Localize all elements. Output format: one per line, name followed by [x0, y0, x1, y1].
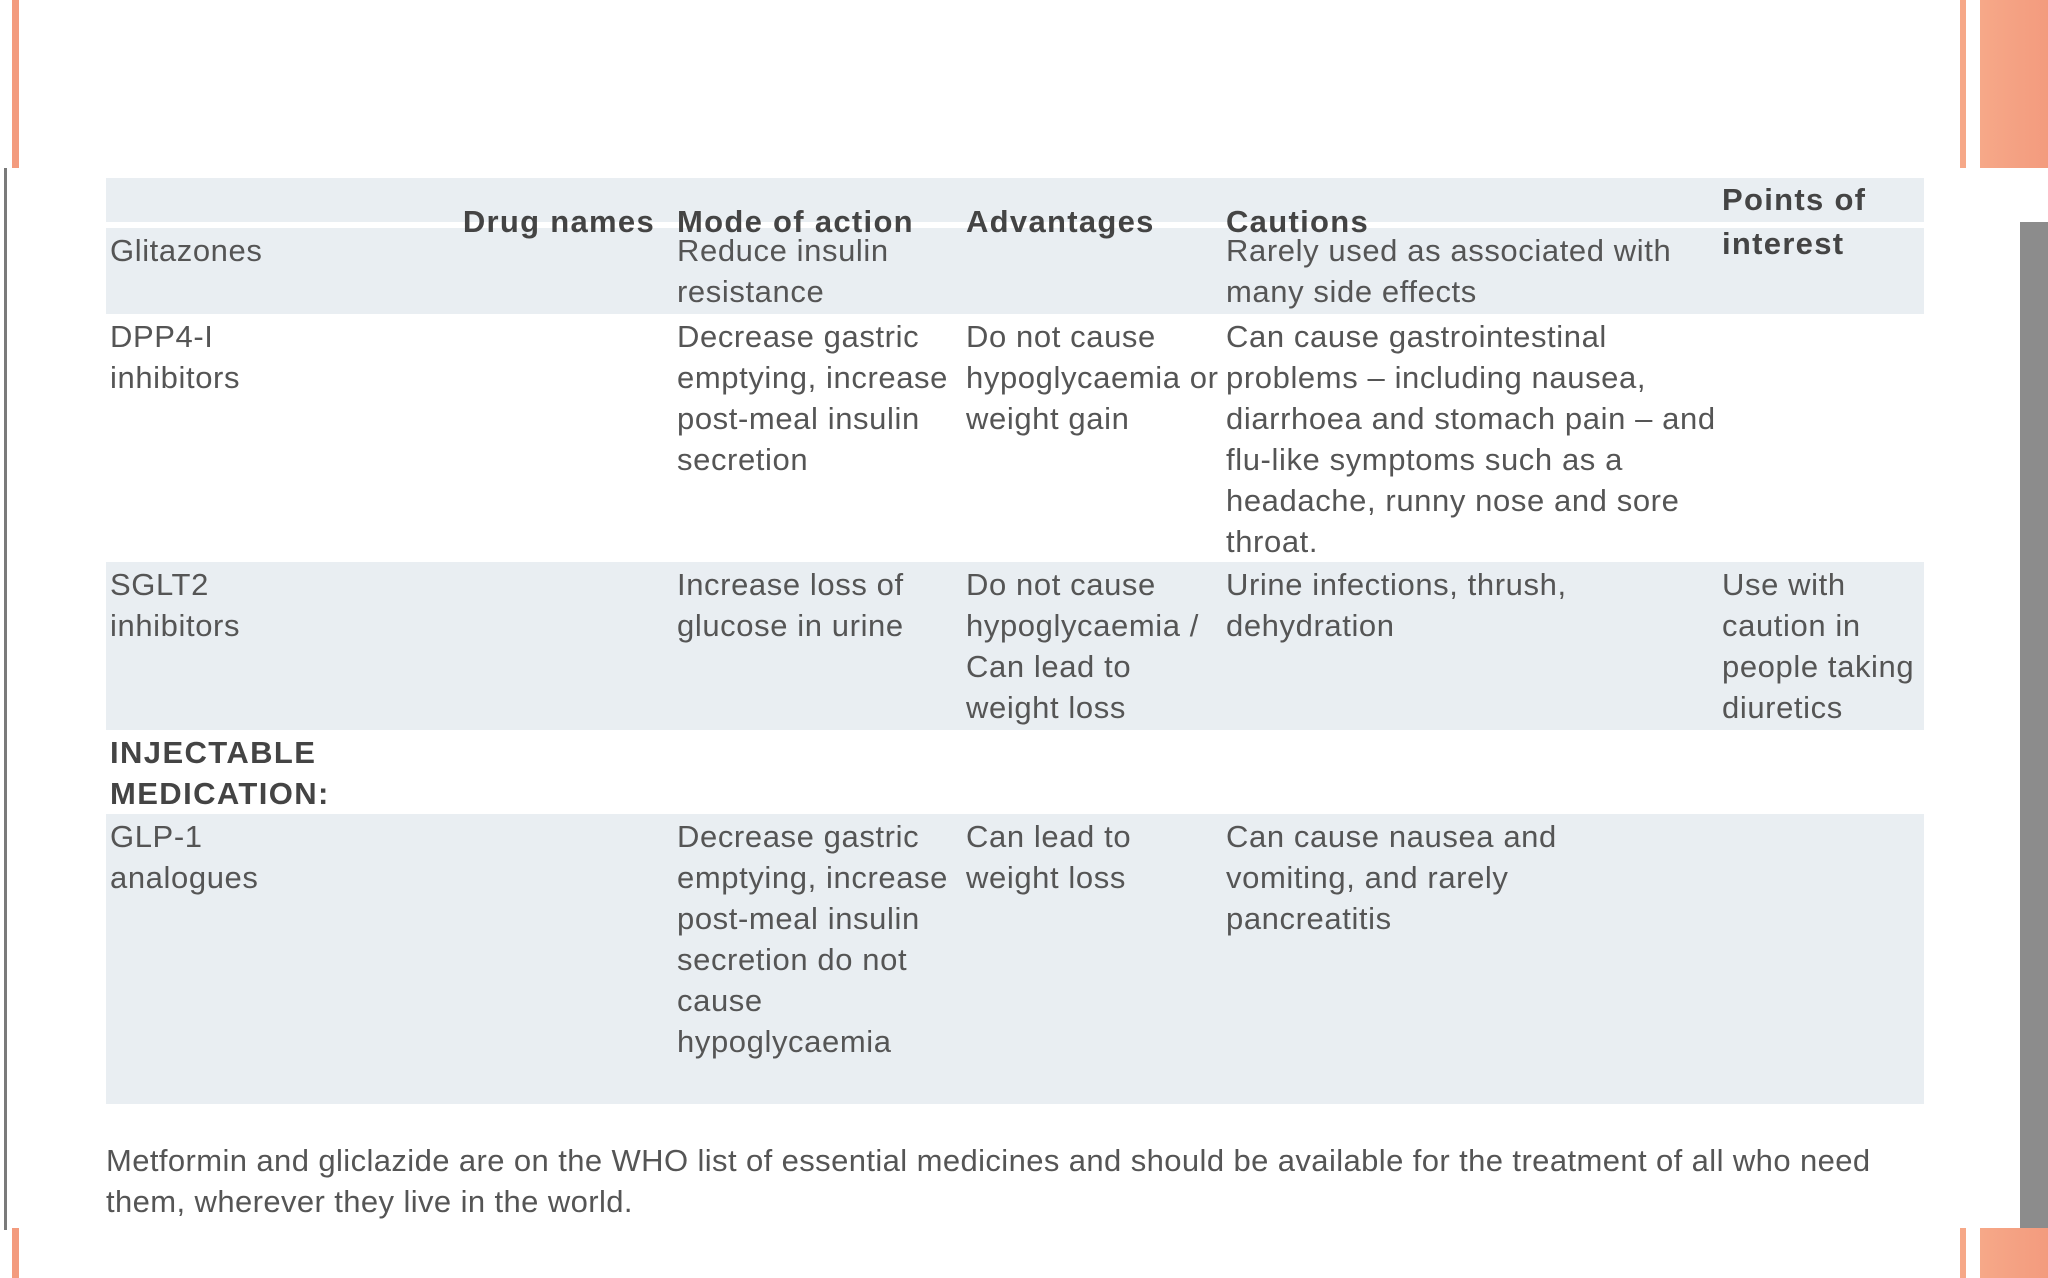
header-cell-mode-of-action: Mode of action [677, 204, 914, 239]
cell-advantages: Do not cause hypoglycaemia or weight gain [966, 319, 1219, 436]
cell-advantages: Do not cause hypoglycaemia / Can lead to weight loss [966, 567, 1200, 725]
cell-mode: Increase loss of glucose in urine [677, 567, 904, 643]
table-row [106, 562, 1924, 730]
cell-cautions: Can cause nausea and vomiting, and rarely pancreatitis [1226, 819, 1557, 936]
section-label: INJECTABLE MEDICATION: [110, 735, 330, 811]
header-cell-drug-names: Drug names [462, 204, 655, 239]
cell-mode: Reduce insulin resistance [677, 233, 889, 309]
cell-points [1718, 316, 1924, 562]
accent-block-right-top [1960, 0, 2048, 168]
cell-points [1718, 816, 1924, 1104]
cell-advantages: Can lead to weight loss [966, 819, 1132, 895]
cell-mode: Decrease gastric emptying, increase post-meal insulin secretion [677, 319, 948, 477]
section-row-injectable [106, 730, 1924, 814]
right-border-shade [2020, 222, 2048, 1228]
accent-stripe-left-top [12, 0, 19, 168]
cell-points: Use with caution in people taking diuretics [1722, 567, 1915, 725]
cell-mode: Decrease gastric emptying, increase post-meal insulin secretion do not cause hypoglycaemia [677, 819, 948, 1059]
cell-drug: DPP4-I inhibitors [110, 319, 241, 395]
cell-drug: SGLT2 inhibitors [110, 567, 241, 643]
left-border-rule [4, 168, 7, 1230]
accent-block-right-bottom [1960, 1228, 2048, 1278]
drug-table [106, 178, 1924, 1104]
cell-cautions: Rarely used as associated with many side effects [1226, 233, 1672, 309]
header-cell-points-of-interest: Points of interest [1722, 182, 1867, 261]
accent-stripe-left-bottom [12, 1228, 19, 1278]
header-cell-advantages: Advantages [966, 204, 1155, 239]
header-cell-cautions: Cautions [1226, 204, 1370, 239]
table-row [106, 228, 1924, 314]
cell-drug: Glitazones [110, 233, 263, 268]
footnote: Metformin and gliclazide are on the WHO list of essential medicines and should be available for the treatment of all who need them, wherever they live in the world. [106, 1143, 1871, 1219]
cell-drug: GLP-1 analogues [110, 819, 259, 895]
cell-cautions: Urine infections, thrush, dehydration [1226, 567, 1567, 643]
table-row [106, 814, 1924, 1104]
cell-points [1718, 230, 1924, 314]
table-row [106, 314, 1924, 562]
cell-cautions: Can cause gastrointestinal problems – including nausea, diarrhoea and stomach pain – and flu-like symptoms such as a headache, runny nose and sore throat. [1226, 319, 1716, 559]
cell-advantages [962, 230, 1222, 314]
